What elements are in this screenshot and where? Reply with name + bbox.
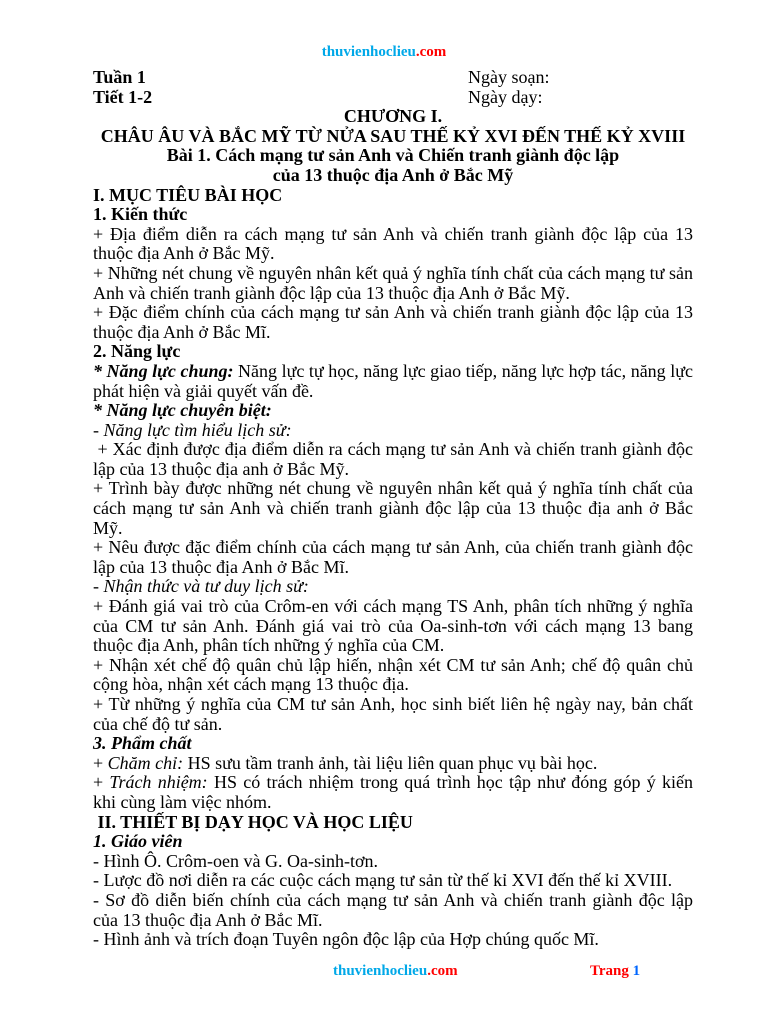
general-competency-label: * Năng lực chung: (93, 360, 234, 381)
brand-name: thuvienhoclieu (333, 963, 428, 979)
paragraph-line: - Sơ đồ diễn biến chính của cách mạng tư sản Anh và chiến tranh giành độc lập (93, 889, 693, 910)
paragraph-line: thuộc địa Anh, phân tích những ý nghĩa của CM. (93, 635, 445, 656)
section-heading-materials: II. THIẾT BỊ DẠY HỌC VÀ HỌC LIỆU (97, 811, 413, 832)
quality-label: Chăm chỉ: (107, 752, 184, 773)
general-competency (93, 362, 693, 401)
quality-label: Trách nhiệm: (109, 772, 208, 793)
knowledge-item (93, 303, 693, 342)
lesson-meta-row-week (93, 68, 693, 88)
chapter-number: CHƯƠNG I. (343, 106, 443, 127)
history-inquiry-item (93, 479, 693, 538)
historical-thinking-item (93, 695, 693, 734)
quality-item (93, 773, 693, 812)
paragraph-line: phát hiện và giải quyết vấn đề. (93, 380, 314, 401)
bullet-marker: + (93, 752, 104, 773)
subheading-teacher: 1. Giáo viên (93, 831, 183, 852)
knowledge-item (93, 225, 693, 264)
chapter-title: CHÂU ÂU VÀ BẮC MỸ TỪ NỬA SAU THẾ KỶ XVI ĐẾN THẾ KỶ XVIII (100, 125, 686, 146)
paragraph-line (93, 773, 693, 793)
quality-text: HS sưu tầm tranh ảnh, tài liệu liên quan phục vụ bài học. (187, 752, 598, 773)
general-competency-text: Năng lực tự học, năng lực giao tiếp, năng lực hợp tác, năng lực (238, 360, 693, 381)
paragraph-line: cách mạng tư sản Anh và chiến tranh giành độc lập của 13 thuộc địa anh ở Bắc (93, 498, 693, 519)
paragraph-line: cộng hòa, nhận xét cách mạng 13 thuộc địa. (93, 674, 409, 695)
material-item (93, 891, 693, 930)
paragraph-line: Anh và chiến tranh giành độc lập của 13 thuộc địa Anh ở Bắc Mỹ. (93, 282, 570, 303)
subheading-knowledge: 1. Kiến thức (93, 204, 188, 225)
paragraph-line: - Hình Ô. Crôm-oen và G. Oa-sinh-tơn. (93, 850, 378, 871)
material-item (93, 871, 693, 891)
quality-text: HS có trách nhiệm trong quá trình học tập như đóng góp ý kiến (213, 772, 694, 793)
knowledge-item (93, 264, 693, 303)
page-label: Trang (590, 963, 629, 979)
paragraph-line: + Đánh giá vai trò của Crôm-en với cách mạng TS Anh, phân tích những ý nghĩa (93, 596, 693, 617)
lesson-meta-row-period (93, 88, 693, 108)
footer-brand (333, 962, 458, 980)
history-inquiry-item (93, 440, 693, 479)
paragraph-line: + Xác định được địa điểm diễn ra cách mạng tư sản Anh và chiến tranh giành độc (97, 439, 693, 460)
date-taught-label: Ngày dạy: (468, 86, 543, 107)
quality-item (93, 754, 693, 774)
document-body (93, 68, 693, 950)
lesson-title-line: của 13 thuộc địa Anh ở Bắc Mỹ (272, 164, 514, 185)
brand-tld: .com (415, 44, 447, 60)
paragraph-line: thuộc địa Anh ở Bắc Mĩ. (93, 321, 271, 342)
paragraph-line: + Trình bày được những nét chung về nguyên nhân kết quả ý nghĩa tính chất của (93, 478, 693, 499)
historical-thinking-label: - Nhận thức và tư duy lịch sử: (93, 576, 309, 597)
paragraph-line: lập của 13 thuộc địa Anh ở Bắc Mĩ. (93, 556, 349, 577)
historical-thinking-item (93, 597, 693, 656)
paragraph-line (93, 754, 693, 774)
material-item (93, 930, 693, 950)
brand-tld: .com (427, 963, 458, 979)
paragraph-line: + Nêu được đặc điểm chính của cách mạng tư sản Anh, của chiến tranh giành độc (93, 537, 693, 558)
site-header-brand (0, 43, 768, 61)
paragraph-line: của CM tư sản Anh. Đánh giá vai trò của Oa-sinh-tơn với cách mạng 13 bang (93, 615, 693, 636)
paragraph-line: + Từ những ý nghĩa của CM tư sản Anh, học sinh biết liên hệ ngày nay, bản chất (93, 694, 693, 714)
paragraph-line: - Lược đồ nơi diễn ra các cuộc cách mạng tư sản từ thế kỉ XVI đến thế kỉ XVIII. (93, 870, 673, 891)
lesson-title-line: Bài 1. Cách mạng tư sản Anh và Chiến tranh giành độc lập (166, 145, 620, 166)
paragraph-line: lập của 13 thuộc địa anh ở Bắc Mỹ. (93, 458, 349, 479)
specific-competency-label: * Năng lực chuyên biệt: (93, 400, 272, 421)
period-label: Tiết 1-2 (93, 86, 153, 107)
week-label: Tuần 1 (93, 67, 146, 87)
paragraph-line: của 13 thuộc địa Anh ở Bắc Mĩ. (93, 909, 323, 930)
paragraph-line: Mỹ. (93, 517, 123, 538)
bullet-marker: + (93, 772, 104, 793)
paragraph-line: của chế độ tư sản. (93, 713, 223, 734)
paragraph-line: + Nhận xét chế độ quân chủ lập hiến, nhận xét CM tư sản Anh; chế độ quân chủ (93, 654, 693, 675)
subheading-qualities: 3. Phẩm chất (93, 733, 192, 754)
paragraph-line: + Địa điểm diễn ra cách mạng tư sản Anh và chiến tranh giành độc lập của 13 (93, 223, 693, 244)
history-inquiry-label: - Năng lực tìm hiểu lịch sử: (93, 419, 292, 440)
date-prepared-label: Ngày soạn: (468, 67, 550, 87)
paragraph-line: thuộc địa Anh ở Bắc Mỹ. (93, 243, 275, 264)
historical-thinking-item (93, 656, 693, 695)
history-inquiry-item (93, 538, 693, 577)
section-heading-objectives: I. MỤC TIÊU BÀI HỌC (93, 184, 283, 205)
material-item (93, 852, 693, 872)
paragraph-line: + Đặc điểm chính của cách mạng tư sản Anh và chiến tranh giành độc lập của 13 (93, 302, 693, 323)
page-indicator (590, 962, 640, 980)
page-number: 1 (632, 963, 641, 979)
paragraph-line (93, 362, 693, 382)
paragraph-line: - Hình ảnh và trích đoạn Tuyên ngôn độc lập của Hợp chúng quốc Mĩ. (93, 929, 599, 950)
paragraph-line: khi cùng làm việc nhóm. (93, 791, 272, 812)
subheading-competencies: 2. Năng lực (93, 341, 181, 362)
brand-name: thuvienhoclieu (321, 44, 416, 60)
paragraph-line: + Những nét chung về nguyên nhân kết quả ý nghĩa tính chất của cách mạng tư sản (93, 262, 693, 283)
